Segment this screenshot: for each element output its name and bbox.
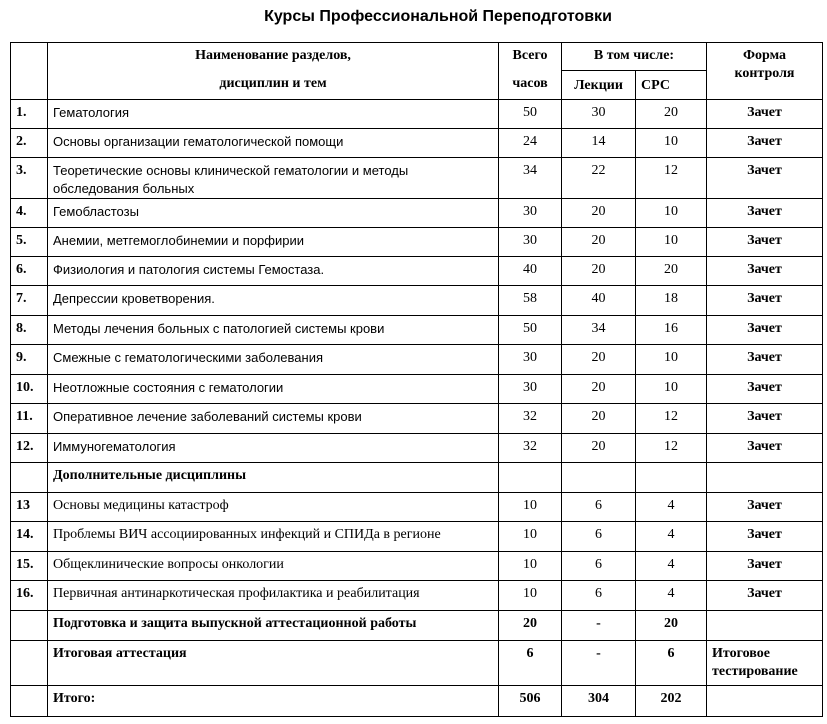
row-number: 14. <box>11 522 48 552</box>
row-number: 16. <box>11 581 48 611</box>
row-number: 1. <box>11 100 48 129</box>
row-control-form <box>707 686 823 717</box>
row-lectures: 6 <box>562 552 636 581</box>
empty-cell <box>499 463 562 493</box>
row-total-hours: 30 <box>499 345 562 375</box>
table-row <box>11 404 823 434</box>
table-row <box>11 581 823 611</box>
table-row <box>11 129 823 158</box>
row-control-form: Зачет <box>707 228 823 257</box>
summary-row <box>11 686 823 717</box>
row-control-form: Зачет <box>707 581 823 611</box>
header-form: Форма контроля <box>707 43 823 100</box>
row-number: 12. <box>11 434 48 463</box>
row-control-form: Зачет <box>707 129 823 158</box>
row-name: Методы лечения больных с патологией системы крови <box>48 316 499 345</box>
additional-heading: Дополнительные дисциплины <box>48 463 499 493</box>
row-number: 4. <box>11 199 48 228</box>
row-srs: 10 <box>636 228 707 257</box>
row-srs: 4 <box>636 581 707 611</box>
row-name: Гемобластозы <box>48 199 499 228</box>
row-lectures: 20 <box>562 375 636 404</box>
row-srs: 10 <box>636 199 707 228</box>
table-row <box>11 552 823 581</box>
row-control-form: Зачет <box>707 375 823 404</box>
row-control-form <box>707 611 823 641</box>
table-row <box>11 228 823 257</box>
header-row <box>11 43 823 71</box>
row-total-hours: 10 <box>499 493 562 522</box>
row-number: 6. <box>11 257 48 286</box>
row-lectures: 20 <box>562 228 636 257</box>
summary-row <box>11 611 823 641</box>
header-total-cell <box>499 43 562 100</box>
row-name: Итого: <box>48 686 499 717</box>
row-lectures: 20 <box>562 345 636 375</box>
row-total-hours: 50 <box>499 100 562 129</box>
empty-cell <box>11 463 48 493</box>
row-total-hours: 30 <box>499 199 562 228</box>
row-name: Гематология <box>48 100 499 129</box>
row-name: Проблемы ВИЧ ассоциированных инфекций и СПИДа в регионе <box>48 522 499 552</box>
row-srs: 6 <box>636 641 707 686</box>
row-total-hours: 50 <box>499 316 562 345</box>
row-srs: 202 <box>636 686 707 717</box>
row-number <box>11 611 48 641</box>
row-lectures: 20 <box>562 434 636 463</box>
row-control-form: Зачет <box>707 434 823 463</box>
row-srs: 12 <box>636 404 707 434</box>
row-total-hours: 24 <box>499 129 562 158</box>
row-number: 15. <box>11 552 48 581</box>
table-row <box>11 199 823 228</box>
row-control-form: Зачет <box>707 286 823 316</box>
row-lectures: 30 <box>562 100 636 129</box>
row-lectures: 22 <box>562 158 636 199</box>
row-control-form: Зачет <box>707 316 823 345</box>
row-name: Общеклинические вопросы онкологии <box>48 552 499 581</box>
row-srs: 10 <box>636 345 707 375</box>
header-name-line1: Наименование разделов, <box>195 48 351 63</box>
row-total-hours: 34 <box>499 158 562 199</box>
row-total-hours: 6 <box>499 641 562 686</box>
row-lectures: 34 <box>562 316 636 345</box>
row-name: Неотложные состояния с гематологии <box>48 375 499 404</box>
row-srs: 20 <box>636 257 707 286</box>
row-control-form: Зачет <box>707 257 823 286</box>
table-row <box>11 522 823 552</box>
header-total-line2: часов <box>512 76 548 91</box>
row-number: 3. <box>11 158 48 199</box>
row-lectures: 20 <box>562 404 636 434</box>
table-row <box>11 316 823 345</box>
table-row <box>11 434 823 463</box>
table-row <box>11 158 823 199</box>
row-number: 9. <box>11 345 48 375</box>
header-name-line2: дисциплин и тем <box>219 76 327 91</box>
row-control-form: Зачет <box>707 199 823 228</box>
row-srs: 18 <box>636 286 707 316</box>
row-total-hours: 32 <box>499 404 562 434</box>
row-total-hours: 20 <box>499 611 562 641</box>
row-name: Теоретические основы клинической гематологии и методы обследования больных <box>48 158 499 199</box>
header-lectures: Лекции <box>562 71 636 100</box>
document-title: Курсы Профессиональной Переподготовки <box>264 8 612 25</box>
row-name: Оперативное лечение заболеваний системы крови <box>48 404 499 434</box>
row-srs: 12 <box>636 158 707 199</box>
row-total-hours: 506 <box>499 686 562 717</box>
empty-cell <box>636 463 707 493</box>
row-srs: 4 <box>636 493 707 522</box>
row-control-form: Зачет <box>707 345 823 375</box>
curriculum-table <box>10 42 823 717</box>
header-srs: СРС <box>636 71 707 100</box>
row-lectures: 6 <box>562 493 636 522</box>
row-lectures: 6 <box>562 581 636 611</box>
row-total-hours: 30 <box>499 228 562 257</box>
row-total-hours: 10 <box>499 552 562 581</box>
row-name: Иммуногематология <box>48 434 499 463</box>
table-row <box>11 286 823 316</box>
row-lectures: 304 <box>562 686 636 717</box>
row-lectures: 40 <box>562 286 636 316</box>
row-number: 13 <box>11 493 48 522</box>
row-name: Анемии, метгемоглобинемии и порфирии <box>48 228 499 257</box>
row-lectures: 20 <box>562 199 636 228</box>
row-lectures: - <box>562 611 636 641</box>
row-total-hours: 40 <box>499 257 562 286</box>
row-lectures: - <box>562 641 636 686</box>
row-total-hours: 30 <box>499 375 562 404</box>
row-control-form: Зачет <box>707 552 823 581</box>
row-control-form: Зачет <box>707 158 823 199</box>
table-row <box>11 345 823 375</box>
row-srs: 12 <box>636 434 707 463</box>
row-name: Подготовка и защита выпускной аттестационной работы <box>48 611 499 641</box>
row-number: 2. <box>11 129 48 158</box>
row-lectures: 20 <box>562 257 636 286</box>
row-srs: 4 <box>636 552 707 581</box>
row-name: Основы медицины катастроф <box>48 493 499 522</box>
row-lectures: 14 <box>562 129 636 158</box>
row-name: Первичная антинаркотическая профилактика и реабилитация <box>48 581 499 611</box>
row-name: Итоговая аттестация <box>48 641 499 686</box>
row-total-hours: 10 <box>499 522 562 552</box>
empty-cell <box>707 463 823 493</box>
header-name-cell <box>48 43 499 100</box>
row-srs: 4 <box>636 522 707 552</box>
row-srs: 16 <box>636 316 707 345</box>
row-srs: 20 <box>636 611 707 641</box>
table-row <box>11 493 823 522</box>
row-name: Депрессии кроветворения. <box>48 286 499 316</box>
row-lectures: 6 <box>562 522 636 552</box>
row-total-hours: 32 <box>499 434 562 463</box>
row-srs: 20 <box>636 100 707 129</box>
header-number-cell <box>11 43 48 100</box>
row-total-hours: 10 <box>499 581 562 611</box>
empty-cell <box>562 463 636 493</box>
summary-row <box>11 641 823 686</box>
additional-heading-row <box>11 463 823 493</box>
row-number: 7. <box>11 286 48 316</box>
row-number: 11. <box>11 404 48 434</box>
row-control-form: Зачет <box>707 493 823 522</box>
row-number: 10. <box>11 375 48 404</box>
row-control-form: Зачет <box>707 100 823 129</box>
row-name: Основы организации гематологической помощи <box>48 129 499 158</box>
table-row <box>11 257 823 286</box>
table-row <box>11 375 823 404</box>
row-control-form: Итоговое тестирование <box>707 641 823 686</box>
table-row <box>11 100 823 129</box>
row-name: Смежные с гематологическими заболевания <box>48 345 499 375</box>
row-control-form: Зачет <box>707 522 823 552</box>
row-control-form: Зачет <box>707 404 823 434</box>
row-total-hours: 58 <box>499 286 562 316</box>
row-number: 8. <box>11 316 48 345</box>
header-total-line1: Всего <box>512 48 548 63</box>
row-name: Физиология и патология системы Гемостаза. <box>48 257 499 286</box>
row-number <box>11 641 48 686</box>
row-number: 5. <box>11 228 48 257</box>
header-including: В том числе: <box>562 43 707 71</box>
row-srs: 10 <box>636 129 707 158</box>
row-number <box>11 686 48 717</box>
row-srs: 10 <box>636 375 707 404</box>
